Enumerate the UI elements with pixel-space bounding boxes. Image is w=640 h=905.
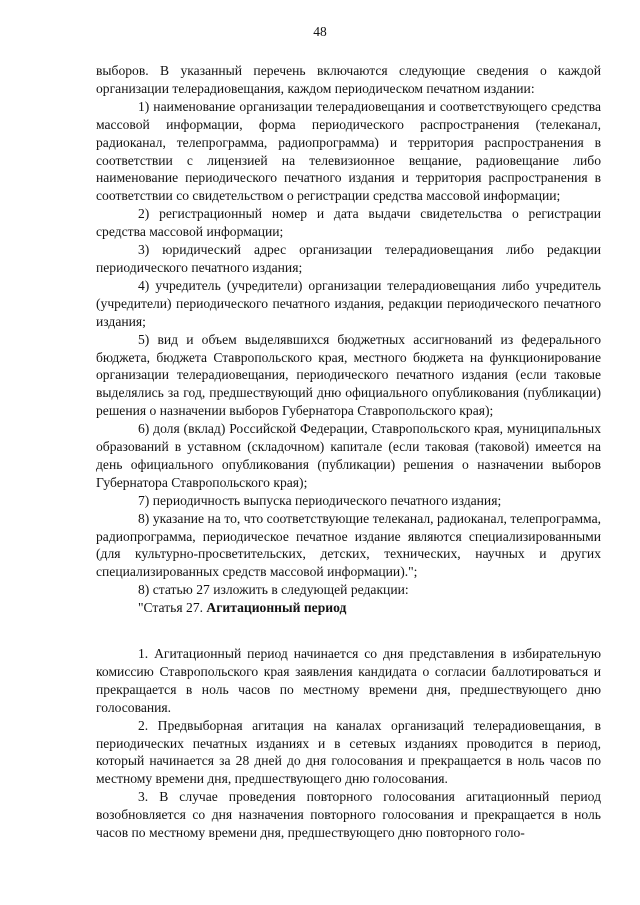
page-number: 48 (313, 24, 327, 39)
article-clause: 1. Агитационный период начинается со дня представления в избирательную комиссию Ставропольского края заявления кандидата о согласии баллотироваться и прекращается в ноль часов по местному времени дня, предшествующего дню голосования. (96, 645, 601, 715)
article-heading (96, 599, 601, 617)
list-item: 2) регистрационный номер и дата выдачи свидетельства о регистрации средства массовой информации; (96, 206, 601, 240)
list-item: 3) юридический адрес организации телерадиовещания либо редакции периодического печатного издания; (96, 242, 601, 275)
paragraph: выборов. В указанный перечень включаются следующие сведения о каждой организации телерадиовещания, каждом периодическом печатном издании: (96, 63, 601, 96)
article-title: Агитационный период (206, 600, 347, 616)
list-item: 7) периодичность выпуска периодического печатного издания; (138, 492, 502, 508)
article-clause: 2. Предвыборная агитация на каналах организаций телерадиовещания, в периодических печатных изданиях и в сетевых изданиях проводится в период, который начинается за 28 дней до дня голосования и прекращается в ноль часов по местному времени дня, предшествующего дню голосования. (96, 717, 601, 787)
spacer (96, 635, 601, 645)
list-item: 5) вид и объем выделявшихся бюджетных ассигнований из федерального бюджета, бюджета Ставропольского края, местного бюджета на функционирование организации телерадиовещания, периодического печатного издания (если таковые выделялись за год, предшествующий дню официального опубликования (публикации) решения о назначении выборов Губернатора Ставропольского края); (96, 331, 601, 419)
article-number: "Статья 27. (138, 600, 204, 616)
list-item: 6) доля (вклад) Российской Федерации, Ставропольского края, муниципальных образований в уставном (складочном) капитале (если таковая (таковой) имеется на день официального опубликования (публикации) решения о назначении выборов Губернатора Ставропольского края); (96, 421, 601, 490)
list-item: 1) наименование организации телерадиовещания и соответствующего средства массовой информации, форма периодического распространения (телеканал, радиоканал, телепрограмма, радиопрограмма) и территория распространения в соответствии с лицензией на телевизионное вещание, радиовещание либо наименование периодического печатного издания и территория распространения в соответствии со свидетельством о регистрации средства массовой информации; (96, 98, 601, 204)
amendment-instruction: 8) статью 27 изложить в следующей редакции: (138, 582, 409, 598)
list-item: 8) указание на то, что соответствующие телеканал, радиоканал, телепрограмма, радиопрограмма, периодическое печатное издание являются специализированными (для культурно-просветительских, детских, технических, научных и других специализированных средств массовой информации)."; (96, 510, 601, 580)
article-clause: 3. В случае проведения повторного голосования агитационный период возобновляется со дня назначения повторного голосования и прекращается в ноль часов по местному времени дня, предшествующего дню повторного голо- (96, 789, 601, 841)
document-body (96, 62, 601, 842)
list-item: 4) учредитель (учредители) организации телерадиовещания либо учредитель (учредители) периодического печатного издания, редакции периодического печатного издания; (96, 277, 601, 329)
